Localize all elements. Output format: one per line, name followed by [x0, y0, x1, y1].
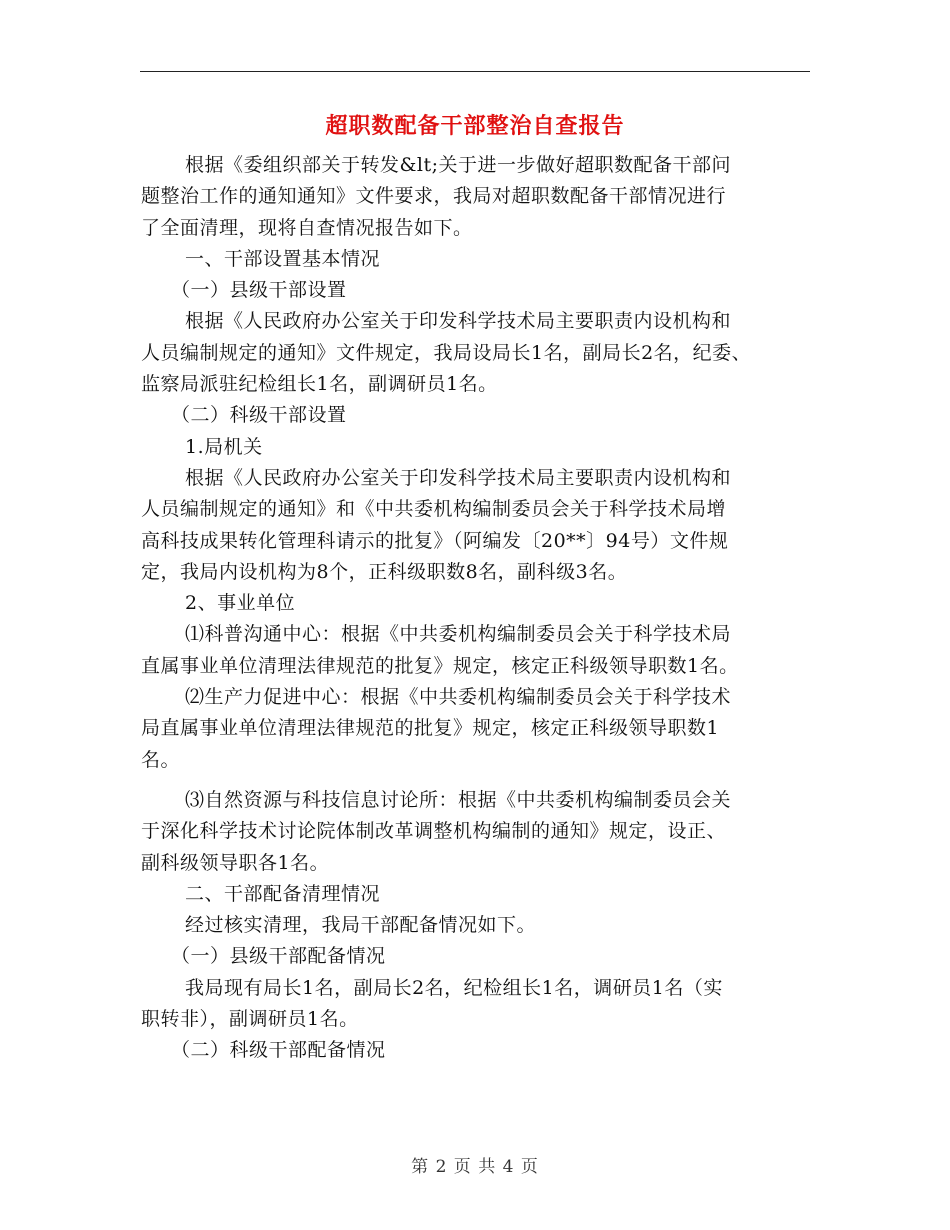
item-heading: 2、事业单位	[185, 592, 296, 615]
body-line: 局直属事业单位清理法律规范的批复》规定，核定正科级领导职数1	[141, 717, 720, 740]
body-line: ⑴科普沟通中心：根据《中共委机构编制委员会关于科学技术局	[185, 623, 732, 646]
section-heading: 二、干部配备清理情况	[185, 882, 381, 905]
header-rule	[140, 71, 810, 72]
body-line: 定，我局内设机构为8个，正科级职数8名，副科级3名。	[141, 560, 628, 583]
body-line: 直属事业单位清理法律规范的批复》规定，核定正科级领导职数1名。	[141, 654, 739, 677]
page-number: 第 2 页 共 4 页	[411, 1157, 539, 1177]
item-heading: 1.局机关	[185, 435, 263, 458]
body-line: 根据《人民政府办公室关于印发科学技术局主要职责内设机构和	[185, 466, 732, 489]
body-line: 监察局派驻纪检组长1名，副调研员1名。	[141, 373, 498, 396]
body-line: 了全面清理，现将自查情况报告如下。	[141, 216, 473, 239]
body-line: 人员编制规定的通知》文件规定，我局设局长1名，副局长2名，纪委、	[141, 341, 752, 364]
subsection-heading: （一）县级干部配备情况	[171, 945, 386, 968]
body-line: 职转非），副调研员1名。	[141, 1008, 359, 1031]
body-line: 根据《委组织部关于转发&lt;关于进一步做好超职数配备干部问	[185, 154, 732, 176]
paragraph-gap	[141, 776, 831, 785]
body-line: ⑶自然资源与科技信息讨论所：根据《中共委机构编制委员会关	[185, 788, 732, 811]
subsection-heading: （一）县级干部设置	[171, 279, 347, 302]
body-line: 高科技成果转化管理科请示的批复》（阿编发〔20**〕94号）文件规	[141, 529, 729, 552]
section-heading: 一、干部设置基本情况	[185, 247, 381, 270]
subsection-heading: （二）科级干部设置	[171, 404, 347, 427]
subsection-heading: （二）科级干部配备情况	[171, 1039, 386, 1062]
body-line: 经过核实清理，我局干部配备情况如下。	[185, 914, 537, 937]
body-line: 我局现有局长1名，副局长2名，纪检组长1名，调研员1名（实	[185, 976, 723, 999]
body-line: 名。	[141, 748, 181, 771]
document-title: 超职数配备干部整治自查报告	[325, 113, 625, 139]
body-line: 副科级领导职各1名。	[141, 851, 330, 874]
body-line: 题整治工作的通知通知》文件要求，我局对超职数配备干部情况进行	[141, 185, 727, 208]
body-line: 根据《人民政府办公室关于印发科学技术局主要职责内设机构和	[185, 310, 732, 333]
body-line: 人员编制规定的通知》和《中共委机构编制委员会关于科学技术局增	[141, 498, 727, 521]
body-line: 于深化科学技术讨论院体制改革调整机构编制的通知》规定，设正、	[141, 820, 727, 843]
document-body	[141, 150, 831, 1067]
body-line: ⑵生产力促进中心：根据《中共委机构编制委员会关于科学技术	[185, 686, 732, 709]
